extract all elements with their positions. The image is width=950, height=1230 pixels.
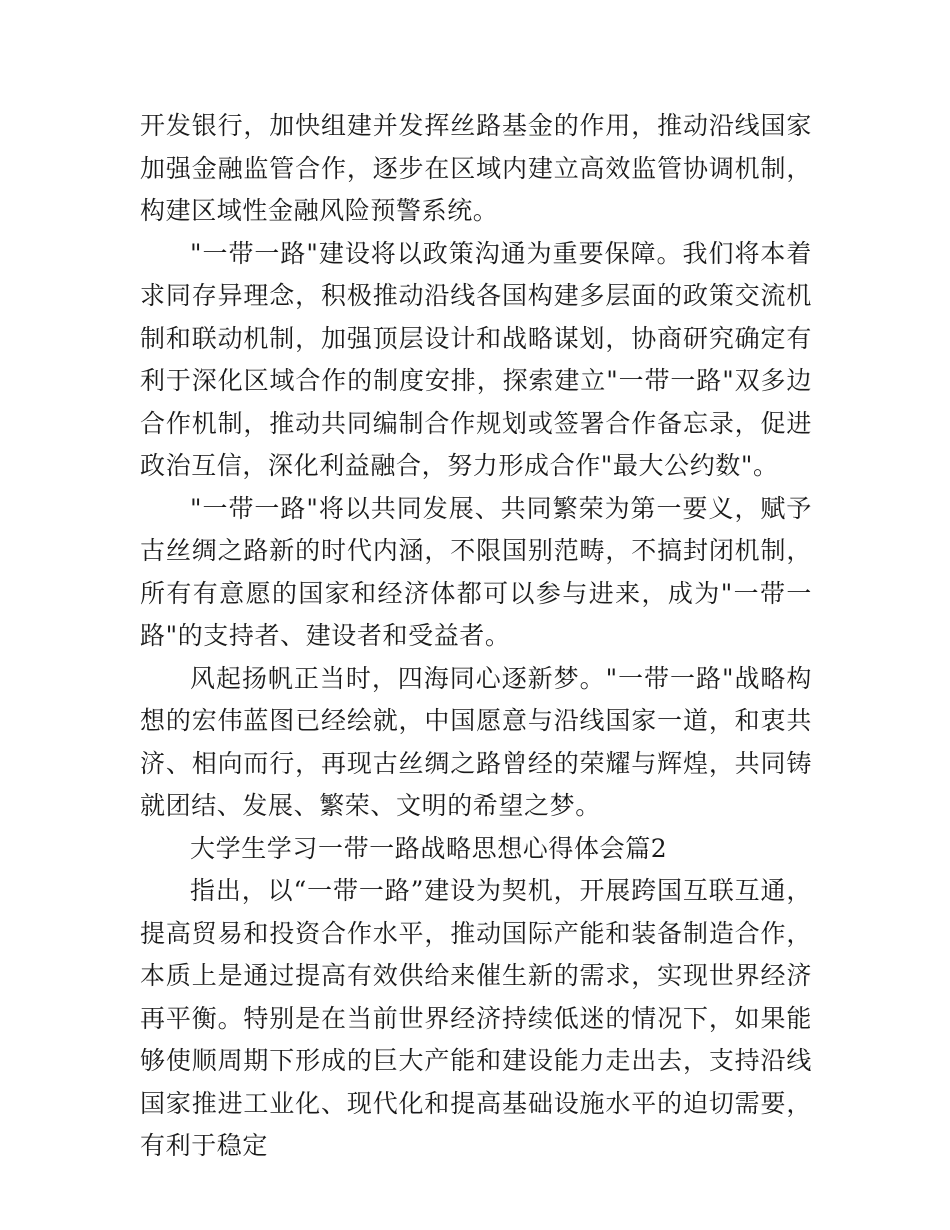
section-heading: 大学生学习一带一路战略思想心得体会篇2: [190, 833, 668, 863]
paragraph-common-development: "一带一路"将以共同发展、共同繁荣为第一要义，赋予古丝绸之路新的时代内涵，不限国别范畴，不搞封闭机制，所有有意愿的国家和经济体都可以参与进来，成为"一带一路"的支持者、建设者和受益者。: [140, 493, 812, 650]
paragraph-connectivity-opportunity: 指出，以“一带一路”建设为契机，开展跨国互联互通，提高贸易和投资合作水平，推动国际产能和装备制造合作，本质上是通过提高有效供给来催生新的需求，实现世界经济再平衡。特别是在当前世界经济持续低迷的情况下，如果能够使顺周期下形成的巨大产能和建设能力走出去，支持沿线国家推进工业化、现代化和提高基础设施水平的迫切需要，有利于稳定: [140, 876, 812, 1160]
paragraph-finance-cooperation: 开发银行，加快组建并发挥丝路基金的作用，推动沿线国家加强金融监管合作，逐步在区域内建立高效监管协调机制，构建区域性金融风险预警系统。: [140, 111, 812, 225]
document-body: [140, 105, 812, 1168]
paragraph-policy-communication: "一带一路"建设将以政策沟通为重要保障。我们将本着求同存异理念，积极推动沿线各国构建多层面的政策交流机制和联动机制，加强顶层设计和战略谋划，协商研究确定有利于深化区域合作的制度安排，探索建立"一带一路"双多边合作机制，推动共同编制合作规划或签署合作备忘录，促进政治互信，深化利益融合，努力形成合作"最大公约数"。: [140, 238, 812, 480]
paragraph-new-dream: 风起扬帆正当时，四海同心逐新梦。"一带一路"战略构想的宏伟蓝图已经绘就，中国愿意与沿线国家一道，和衷共济、相向而行，再现古丝绸之路曾经的荣耀与辉煌，共同铸就团结、发展、繁荣、文明的希望之梦。: [140, 663, 812, 820]
